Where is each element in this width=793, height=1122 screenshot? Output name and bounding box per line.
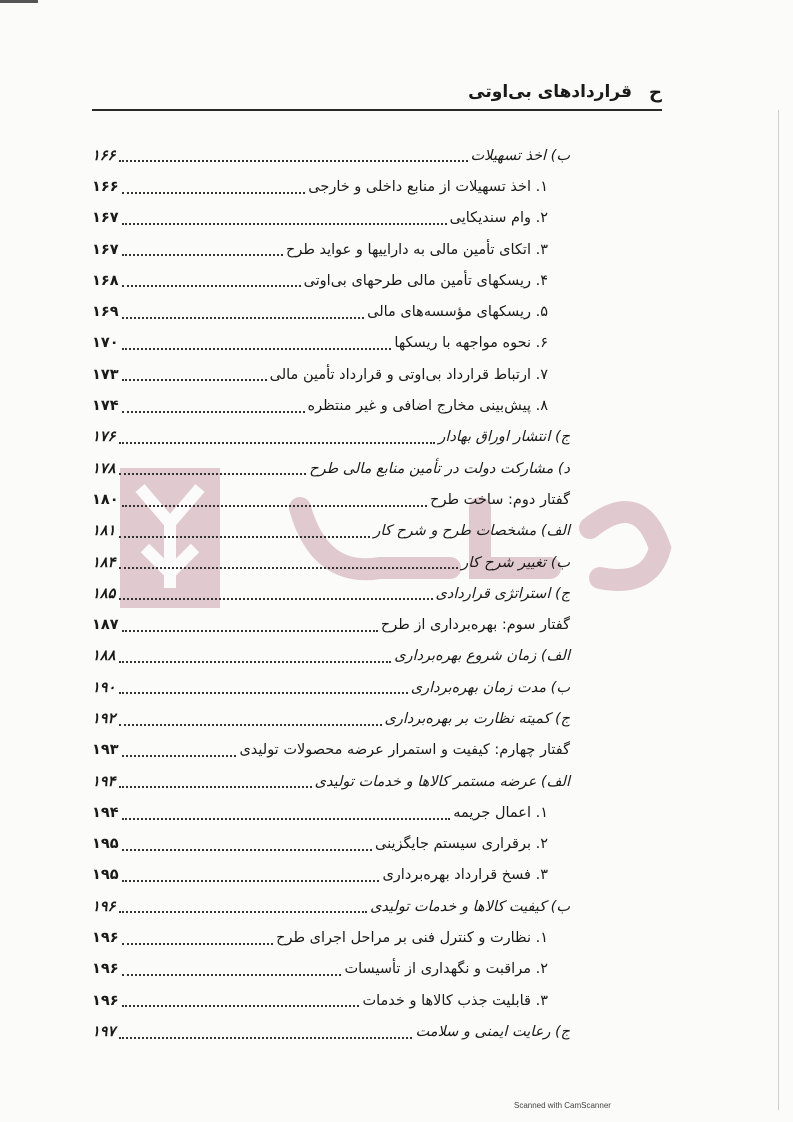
toc-dot-leader	[122, 754, 237, 757]
toc-entry-title: گفتار دوم: ساخت طرح	[430, 491, 570, 508]
toc-entry-page: ۱۸۸	[92, 648, 116, 665]
toc-entry-title: ۴. ریسکهای تأمین مالی طرحهای بی‌اوتی	[303, 272, 548, 289]
toc-entry[interactable]	[92, 703, 570, 734]
toc-dot-leader	[122, 222, 447, 225]
toc-entry-page: ۱۹۳	[92, 742, 119, 759]
toc-entry-page: ۱۶۷	[92, 241, 119, 258]
toc-entry-title: ۷. ارتباط قرارداد بی‌اوتی و قرارداد تأمین مالی	[269, 366, 548, 383]
toc-entry-title: ج) کمیته نظارت بر بهره‌برداری	[384, 710, 570, 727]
toc-entry-title: ۲. وام سندیکایی	[449, 210, 548, 227]
toc-entry-title: ب) کیفیت کالاها و خدمات تولیدی	[370, 898, 570, 915]
toc-entry[interactable]	[92, 203, 570, 234]
toc-entry[interactable]	[92, 547, 570, 578]
toc-entry-title: ۶. نحوه مواجهه با ریسکها	[394, 335, 548, 352]
toc-entry-page: ۱۶۷	[92, 210, 119, 227]
page-header	[92, 78, 662, 108]
toc-dot-leader	[119, 660, 391, 663]
toc-entry-title: گفتار سوم: بهره‌برداری از طرح	[380, 617, 570, 634]
header-rule	[92, 109, 662, 111]
toc-entry-page: ۱۹۶	[92, 992, 119, 1009]
toc-entry-page: ۱۷۸	[92, 460, 116, 477]
toc-entry-page: ۱۸۷	[92, 617, 119, 634]
toc-entry-title: ب) مدت زمان بهره‌برداری	[410, 679, 570, 696]
toc-entry-page: ۱۹۰	[92, 679, 116, 696]
toc-entry-title: ۲. برقراری سیستم جایگزینی	[375, 836, 548, 853]
toc-entry[interactable]	[92, 672, 570, 703]
toc-entry[interactable]	[92, 484, 570, 515]
toc-entry-page: ۱۸۱	[92, 523, 116, 540]
toc-entry[interactable]	[92, 735, 570, 766]
toc-entry-title: گفتار چهارم: کیفیت و استمرار عرضه محصولات تولیدی	[239, 742, 570, 759]
toc-entry[interactable]	[92, 359, 570, 390]
scan-note: Scanned with CamScanner	[514, 1101, 611, 1110]
toc-entry[interactable]	[92, 422, 570, 453]
toc-dot-leader	[122, 253, 283, 256]
toc-dot-leader	[119, 785, 312, 788]
page-edge-line	[778, 110, 779, 1110]
toc-dot-leader	[119, 566, 458, 569]
toc-entry[interactable]	[92, 328, 570, 359]
toc-dot-leader	[122, 1004, 360, 1007]
toc-entry-page: ۱۹۷	[92, 1023, 116, 1040]
book-title: قراردادهای بی‌اوتی	[468, 82, 632, 102]
toc-dot-leader	[122, 629, 378, 632]
toc-dot-leader	[122, 378, 267, 381]
toc-entry-page: ۱۶۹	[92, 304, 119, 321]
toc-entry-page: ۱۸۰	[92, 491, 119, 508]
toc-entry[interactable]	[92, 140, 570, 171]
toc-entry-page: ۱۶۸	[92, 272, 119, 289]
toc-entry-page: ۱۷۶	[92, 429, 116, 446]
toc-entry[interactable]	[92, 797, 570, 828]
toc-entry-page: ۱۹۲	[92, 710, 116, 727]
toc-entry-title: ۸. پیش‌بینی مخارج اضافی و غیر منتظره	[307, 398, 548, 415]
toc-entry-page: ۱۹۴	[92, 804, 119, 821]
toc-entry[interactable]	[92, 766, 570, 797]
toc-entry-page: ۱۷۳	[92, 366, 119, 383]
toc-entry[interactable]	[92, 265, 570, 296]
toc-entry[interactable]	[92, 171, 570, 202]
toc-entry-page: ۱۹۴	[92, 773, 116, 790]
toc-entry[interactable]	[92, 1016, 570, 1047]
toc-entry-title: ج) رعایت ایمنی و سلامت	[415, 1023, 570, 1040]
toc-dot-leader	[119, 535, 370, 538]
toc-entry-title: الف) مشخصات طرح و شرح کار	[373, 523, 570, 540]
toc-entry-title: ب) تغییر شرح کار	[461, 554, 570, 571]
toc-entry[interactable]	[92, 829, 570, 860]
toc-entry[interactable]	[92, 891, 570, 922]
toc-entry-title: ۱. اعمال جریمه	[453, 804, 548, 821]
toc-entry-page: ۱۹۶	[92, 961, 119, 978]
toc-entry-page: ۱۹۵	[92, 836, 119, 853]
toc-dot-leader	[119, 597, 433, 600]
toc-entry[interactable]	[92, 296, 570, 327]
toc-entry[interactable]	[92, 641, 570, 672]
toc-entry-page: ۱۶۶	[92, 147, 116, 164]
toc-entry-page: ۱۶۶	[92, 178, 119, 195]
toc-entry-title: ۲. مراقبت و نگهداری از تأسیسات	[344, 961, 548, 978]
toc-dot-leader	[119, 472, 306, 475]
toc-entry-title: الف) زمان شروع بهره‌برداری	[394, 648, 570, 665]
toc-dot-leader	[122, 347, 392, 350]
toc-entry-page: ۱۷۰	[92, 335, 119, 352]
toc-entry-title: د) مشارکت دولت در تأمین منابع مالی طرح	[309, 460, 570, 477]
toc-entry-page: ۱۹۶	[92, 898, 116, 915]
toc-dot-leader	[119, 691, 408, 694]
toc-entry-page: ۱۸۵	[92, 585, 116, 602]
toc-dot-leader	[119, 723, 382, 726]
toc-entry-page: ۱۸۴	[92, 554, 116, 571]
toc-dot-leader	[122, 942, 274, 945]
toc-dot-leader	[122, 191, 306, 194]
toc-entry-title: ۳. قابلیت جذب کالاها و خدمات	[362, 992, 548, 1009]
toc-dot-leader	[122, 504, 428, 507]
toc-entry-title: ۵. ریسکهای مؤسسه‌های مالی	[367, 304, 548, 321]
toc-entry[interactable]	[92, 516, 570, 547]
table-of-contents	[92, 140, 570, 1048]
toc-dot-leader	[119, 441, 435, 444]
toc-entry[interactable]	[92, 985, 570, 1016]
toc-dot-leader	[119, 159, 468, 162]
toc-entry-title: ۱. اخذ تسهیلات از منابع داخلی و خارجی	[308, 178, 548, 195]
toc-dot-leader	[119, 910, 367, 913]
toc-dot-leader	[122, 316, 365, 319]
toc-entry[interactable]	[92, 390, 570, 421]
toc-entry[interactable]	[92, 609, 570, 640]
toc-dot-leader	[122, 879, 380, 882]
toc-entry-title: ۳. فسخ قرارداد بهره‌برداری	[382, 867, 548, 884]
toc-entry[interactable]	[92, 860, 570, 891]
toc-entry[interactable]	[92, 234, 570, 265]
toc-dot-leader	[122, 410, 305, 413]
toc-dot-leader	[119, 1036, 412, 1039]
toc-entry-title: الف) عرضه مستمر کالاها و خدمات تولیدی	[314, 773, 570, 790]
toc-entry-page: ۱۹۵	[92, 867, 119, 884]
toc-entry-title: ج) انتشار اوراق بهادار	[438, 429, 570, 446]
toc-entry-title: ۱. نظارت و کنترل فنی بر مراحل اجرای طرح	[276, 930, 548, 947]
toc-entry-title: ۳. اتکای تأمین مالی به داراییها و عواید طرح	[286, 241, 548, 258]
toc-entry[interactable]	[92, 922, 570, 953]
toc-dot-leader	[122, 284, 301, 287]
toc-dot-leader	[122, 848, 372, 851]
toc-entry[interactable]	[92, 453, 570, 484]
toc-entry-title: ج) استراتژی قراردادی	[435, 585, 570, 602]
page-letter: ح	[649, 82, 662, 103]
toc-dot-leader	[122, 973, 342, 976]
toc-entry[interactable]	[92, 578, 570, 609]
toc-entry-page: ۱۹۶	[92, 930, 119, 947]
toc-dot-leader	[122, 817, 451, 820]
scan-edge-mark	[0, 0, 38, 3]
toc-entry-title: ب) اخذ تسهیلات	[470, 147, 570, 164]
toc-entry[interactable]	[92, 954, 570, 985]
toc-entry-page: ۱۷۴	[92, 398, 119, 415]
